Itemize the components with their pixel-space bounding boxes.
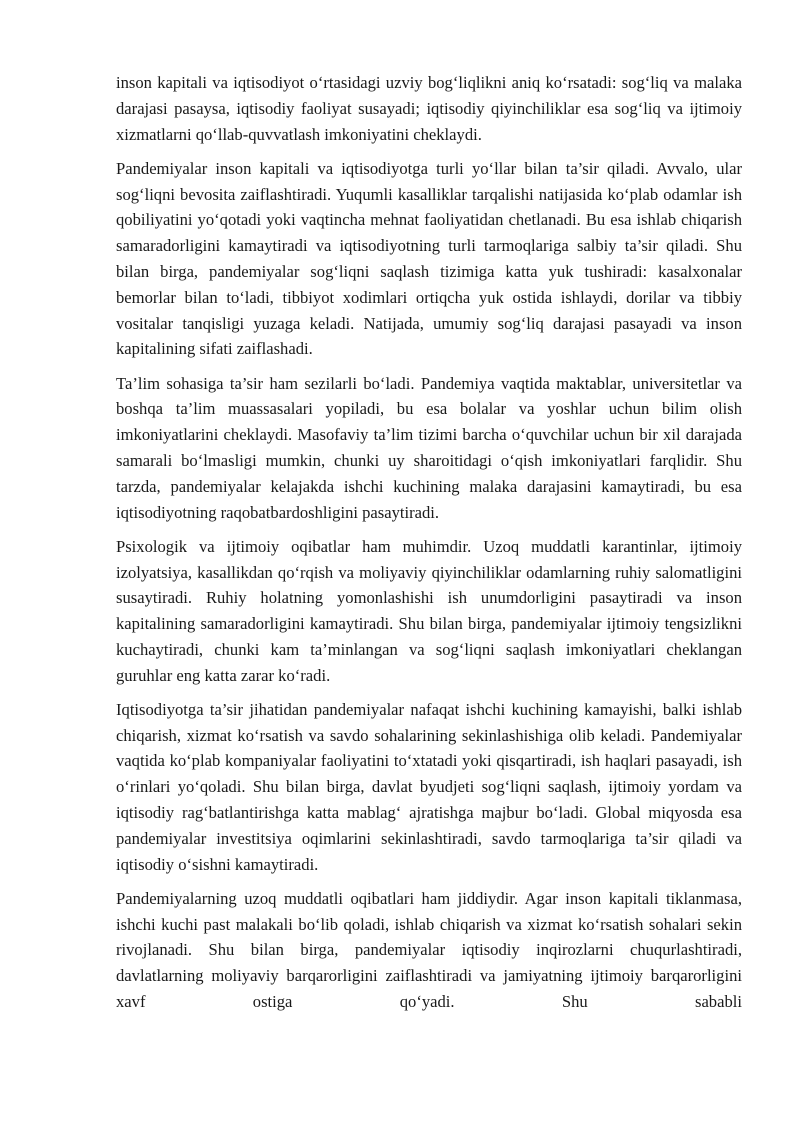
document-page xyxy=(116,70,742,1023)
paragraph-2: Pandemiyalar inson kapitali va iqtisodiyotga turli yo‘llar bilan ta’sir qiladi. Avvalo, ular sog‘liqni bevosita zaiflashtiradi. Yuqumli kasalliklar tarqalishi natijasida ko‘plab odamlar ish qobiliyatini yo‘qotadi yoki vaqtincha mehnat faoliyatidan chetlanadi. Bu esa ishlab chiqarish samaradorligini kamaytiradi va iqtisodiyotning turli tarmoqlariga salbiy ta’sir qiladi. Shu bilan birga, pandemiyalar sog‘liqni saqlash tizimiga katta yuk tushiradi: kasalxonalar bemorlar bilan to‘ladi, tibbiyot xodimlari ortiqcha yuk ostida ishlaydi, dorilar va tibbiy vositalar tanqisligi yuzaga keladi. Natijada, umumiy sog‘liq darajasi pasayadi va inson kapitalining sifati zaiflashadi. xyxy=(116,158,742,359)
paragraph-5: Iqtisodiyotga ta’sir jihatidan pandemiyalar nafaqat ishchi kuchining kamayishi, balki ishlab chiqarish, xizmat ko‘rsatish va savdo sohalarining sekinlashishiga olib keladi. Pandemiyalar vaqtida ko‘plab kompaniyalar faoliyatini to‘xtatadi yoki qisqartiradi, ish haqlari pasayadi, ish o‘rinlari yo‘qoladi. Shu bilan birga, davlat byudjeti sog‘liqni saqlash, ijtimoiy yordam va iqtisodiy rag‘batlantirishga katta mablag‘ ajratishga majbur bo‘ladi. Global miqyosda esa pandemiyalar investitsiya oqimlarini sekinlashtiradi, savdo tarmoqlariga ta’sir qiladi va iqtisodiy o‘sishni kamaytiradi. xyxy=(116,699,742,874)
paragraph-1: inson kapitali va iqtisodiyot o‘rtasidagi uzviy bog‘liqlikni aniq ko‘rsatadi: sog‘liq va malaka darajasi pasaysa, iqtisodiy faoliyat susayadi; iqtisodiy qiyinchiliklar esa sog‘liq va ijtimoiy xizmatlarni qo‘llab-quvvatlash imkoniyatini cheklaydi. xyxy=(116,73,742,144)
paragraph-4: Psixologik va ijtimoiy oqibatlar ham muhimdir. Uzoq muddatli karantinlar, ijtimoiy izolyatsiya, kasallikdan qo‘rqish va moliyaviy qiyinchiliklar odamlarning ruhiy salomatligini susaytiradi. Ruhiy holatning yomonlashishi ish unumdorligini pasaytiradi va inson kapitalining samaradorligini kamaytiradi. Shu bilan birga, pandemiyalar ijtimoiy tengsizlikni kuchaytiradi, chunki kam ta’minlangan va sog‘liqni saqlash imkoniyatlari cheklangan guruhlar eng katta zarar ko‘radi. xyxy=(116,536,742,685)
paragraph-6: Pandemiyalarning uzoq muddatli oqibatlari ham jiddiydir. Agar inson kapitali tiklanmasa, ishchi kuchi past malakali bo‘lib qoladi, ishlab chiqarish va xizmat ko‘rsatish sohalari sekin rivojlanadi. Shu bilan birga, pandemiyalar iqtisodiy inqirozlarni chuqurlashtiradi, davlatlarning moliyaviy barqarorligini zaiflashtiradi va jamiyatning ijtimoiy barqarorligini xavf ostiga qo‘yadi. Shu sababli xyxy=(116,888,742,1012)
paragraph-3: Ta’lim sohasiga ta’sir ham sezilarli bo‘ladi. Pandemiya vaqtida maktablar, universitetlar va boshqa ta’lim muassasalari yopiladi, bu esa bolalar va yoshlar uchun bilim olish imkoniyatlarini cheklaydi. Masofaviy ta’lim tizimi barcha o‘quvchilar uchun bir xil darajada samarali bo‘lmasligi mumkin, chunki uy sharoitidagi o‘qish imkoniyatlari farqlidir. Shu tarzda, pandemiyalar kelajakda ishchi kuchining malaka darajasini kamaytiradi, bu esa iqtisodiyotning raqobatbardoshligini pasaytiradi. xyxy=(116,373,742,522)
